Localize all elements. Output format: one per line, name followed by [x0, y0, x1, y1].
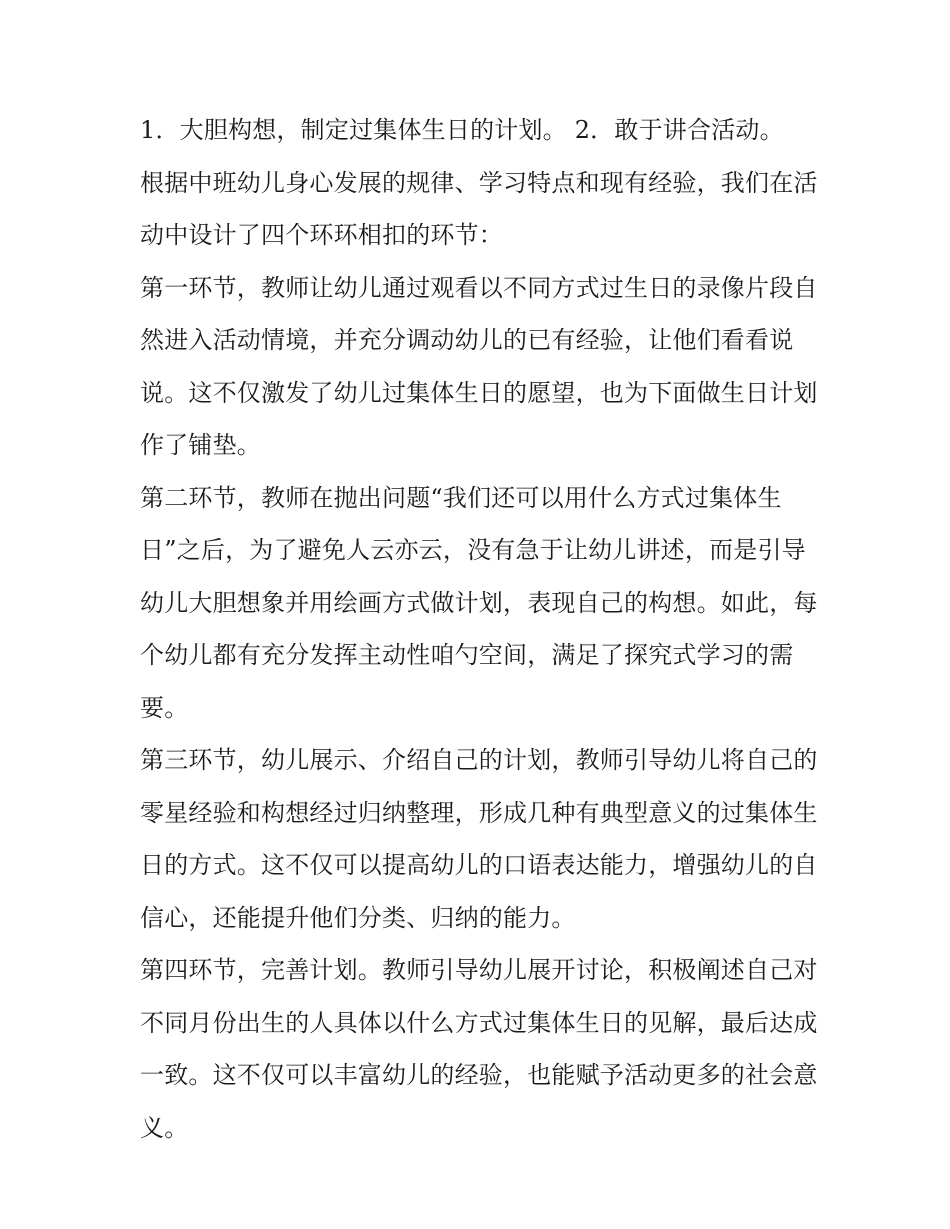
- paragraph-intro-points: 1．大胆构想，制定过集体生日的计划。 2．敢于讲合活动。: [140, 116, 784, 144]
- paragraph-stage-four: 第四环节，完善计划。教师引导幼儿展开讨论，积极阐述自己对不同月份出生的人具体以什么方式过集体生日的见解，最后达成一致。这不仅可以丰富幼儿的经验，也能赋予活动更多的社会意义。: [140, 956, 818, 1142]
- paragraph-stage-three: 第三环节，幼儿展示、介绍自己的计划，教师引导幼儿将自己的零星经验和构想经过归纳整理，形成几种有典型意义的过集体生日的方式。这不仅可以提高幼儿的口语表达能力，增强幼儿的自信心，还能提升他们分类、归纳的能力。: [140, 746, 818, 932]
- paragraph-stage-two: 第二环节，教师在抛出问题“我们还可以用什么方式过集体生日”之后，为了避免人云亦云，没有急于让幼儿讲述，而是引导幼儿大胆想象并用绘画方式做计划，表现自己的构想。如此，每个幼儿都有充分发挥主动性咱勺空间，满足了探究式学习的需要。: [140, 483, 818, 722]
- paragraph-overview: 根据中班幼儿身心发展的规律、学习特点和现有经验，我们在活动中设计了四个环环相扣的环节：: [140, 168, 818, 249]
- document-body: [140, 104, 820, 1154]
- paragraph-stage-one: 第一环节，教师让幼儿通过观看以不同方式过生日的录像片段自然进入活动情境，并充分调动幼儿的已有经验，让他们看看说说。这不仅激发了幼儿过集体生日的愿望，也为下面做生日计划作了铺垫。: [140, 273, 818, 459]
